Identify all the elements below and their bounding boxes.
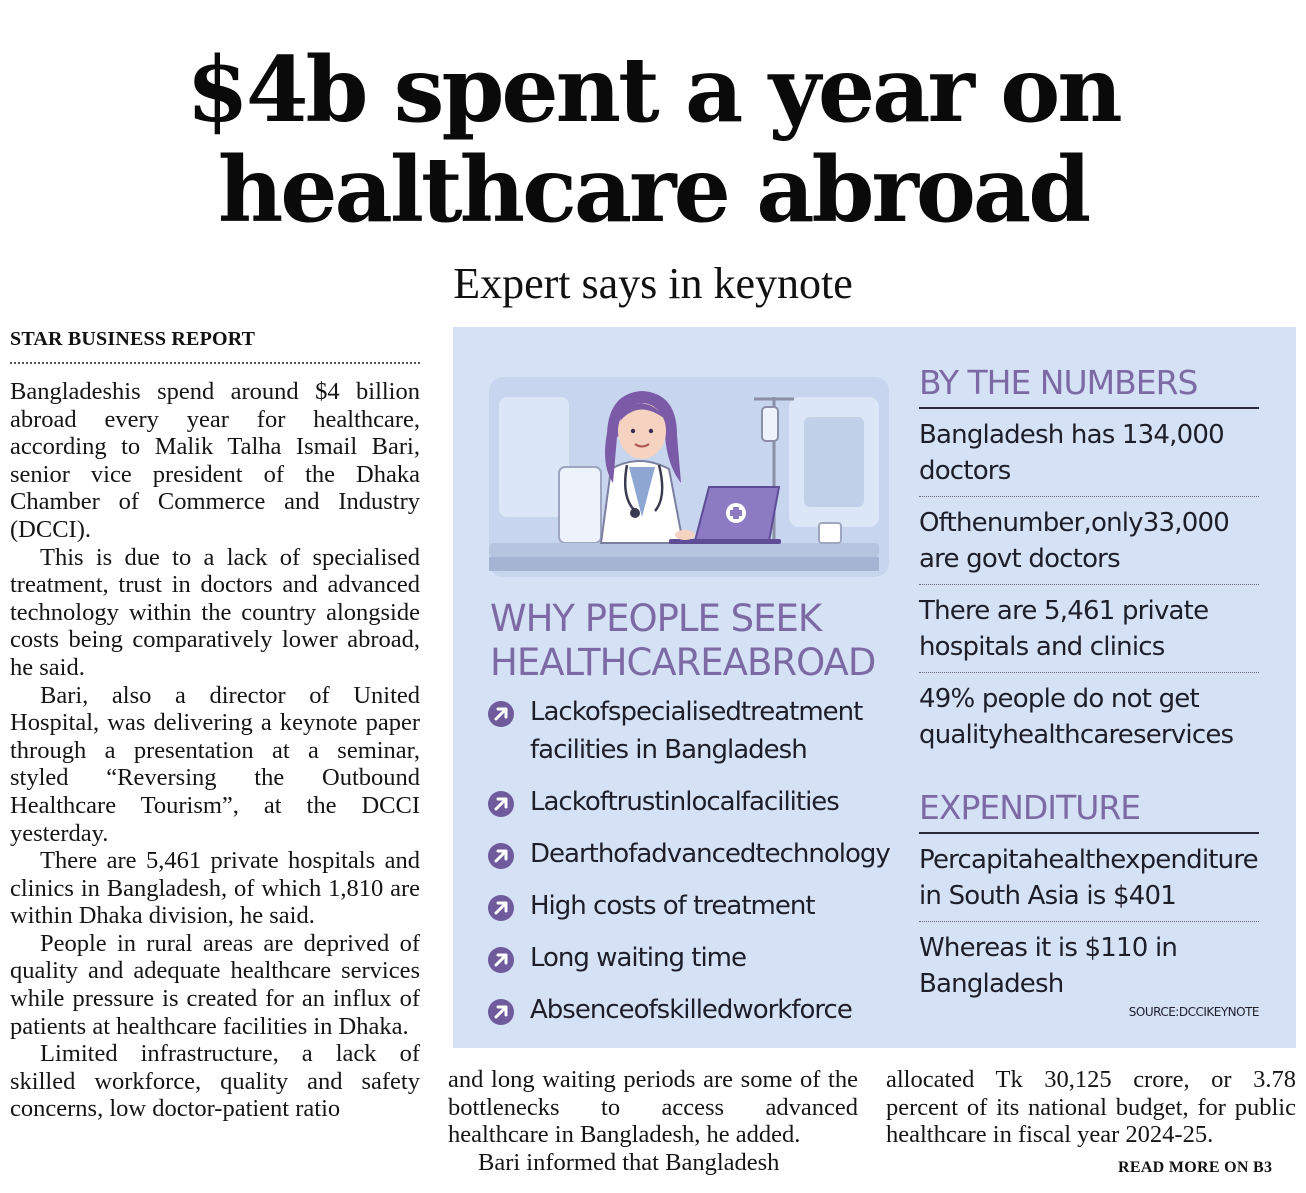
stat-item: Ofthenumber,only33,000 are govt doctors <box>919 497 1259 585</box>
infographic-panel <box>453 327 1296 1048</box>
list-item <box>487 991 907 1029</box>
paragraph: Bari, also a director of United Hospital, was delivering a keynote paper through a presentation at a seminar, styled “Reversing the Outbound Healthcare Tourism”, at the DCCI yesterday. <box>10 681 420 847</box>
list-item <box>487 887 907 925</box>
list-item <box>487 835 907 873</box>
paragraph: Bari informed that Bangladesh <box>478 1148 780 1176</box>
arrow-circle-icon <box>487 790 515 818</box>
stat-item: 49% people do not get qualityhealthcareservices <box>919 684 1234 750</box>
list-item-text: High costs of treatment <box>530 891 815 921</box>
subheadline: Expert says in keynote <box>453 259 853 308</box>
list-item <box>487 939 907 977</box>
list-item <box>487 783 907 821</box>
arrow-circle-icon <box>487 946 515 974</box>
numbers-section-title: BY THE NUMBERS <box>919 363 1259 409</box>
headline-line-2: healthcare abroad <box>217 137 1089 243</box>
headline-line-1: $4b spent a year on <box>186 37 1120 143</box>
list-item-text: Absenceofskilledworkforce <box>530 995 852 1025</box>
list-item-text: Lackofspecialisedtreatment facilities in Bangladesh <box>530 697 863 765</box>
stat-item: Bangladesh has 134,000 doctors <box>919 409 1259 497</box>
list-item-text: Long waiting time <box>530 943 747 973</box>
paragraph: There are 5,461 private hospitals and clinics in Bangladesh, of which 1,810 are within Dhaka division, he said. <box>10 847 420 930</box>
headline <box>0 37 1306 243</box>
paragraph: allocated Tk 30,125 crore, or 3.78 percent of its national budget, for public healthcare in fiscal year 2024-25. <box>886 1066 1296 1149</box>
list-item-text: Lackoftrustinlocalfacilities <box>530 787 839 817</box>
article-column-1 <box>10 378 420 1123</box>
byline: STAR BUSINESS REPORT <box>10 328 256 350</box>
arrow-circle-icon <box>487 842 515 870</box>
stats-column <box>919 363 1259 1009</box>
paragraph: This is due to a lack of specialised treatment, trust in doctors and advanced technology within the country alongside costs being comparatively lower abroad, he said. <box>10 543 420 681</box>
paragraph: Bangladeshis spend around $4 billion abroad every year for healthcare, according to Malik Talha Ismail Bari, senior vice president of the Dhaka Chamber of Commerce and Industry (DCCI). <box>10 378 420 543</box>
arrow-circle-icon <box>487 998 515 1026</box>
why-section-title: WHY PEOPLE SEEK HEALTHCAREABROAD <box>490 597 876 684</box>
byline-divider <box>10 362 420 364</box>
paragraph: People in rural areas are deprived of quality and adequate healthcare services while pressure is created for an influx of patients at healthcare facilities in Dhaka. <box>10 929 420 1040</box>
arrow-circle-icon <box>487 700 515 728</box>
why-list <box>487 693 907 1043</box>
article-column-2 <box>448 1066 858 1176</box>
paragraph: and long waiting periods are some of the bottlenecks to access advanced healthcare in Bangladesh, he added. <box>448 1066 858 1149</box>
doctor-at-laptop-illustration <box>489 357 889 589</box>
arrow-circle-icon <box>487 894 515 922</box>
stat-item: There are 5,461 private hospitals and clinics <box>919 585 1259 673</box>
stat-item: Percapitahealthexpenditure in South Asia is $401 <box>919 834 1259 922</box>
list-item-text: Dearthofadvancedtechnology <box>530 839 890 869</box>
list-item <box>487 693 907 769</box>
article-column-3 <box>886 1066 1296 1149</box>
source-note: SOURCE:DCCIKEYNOTE <box>1128 1005 1259 1019</box>
paragraph: Limited infrastructure, a lack of skilled workforce, quality and safety concerns, low doctor-patient ratio <box>10 1040 420 1123</box>
stat-item: Whereas it is $110 in Bangladesh <box>919 933 1178 999</box>
read-more-link[interactable]: READ MORE ON B3 <box>1118 1159 1273 1176</box>
expenditure-section-title: EXPENDITURE <box>919 788 1259 834</box>
